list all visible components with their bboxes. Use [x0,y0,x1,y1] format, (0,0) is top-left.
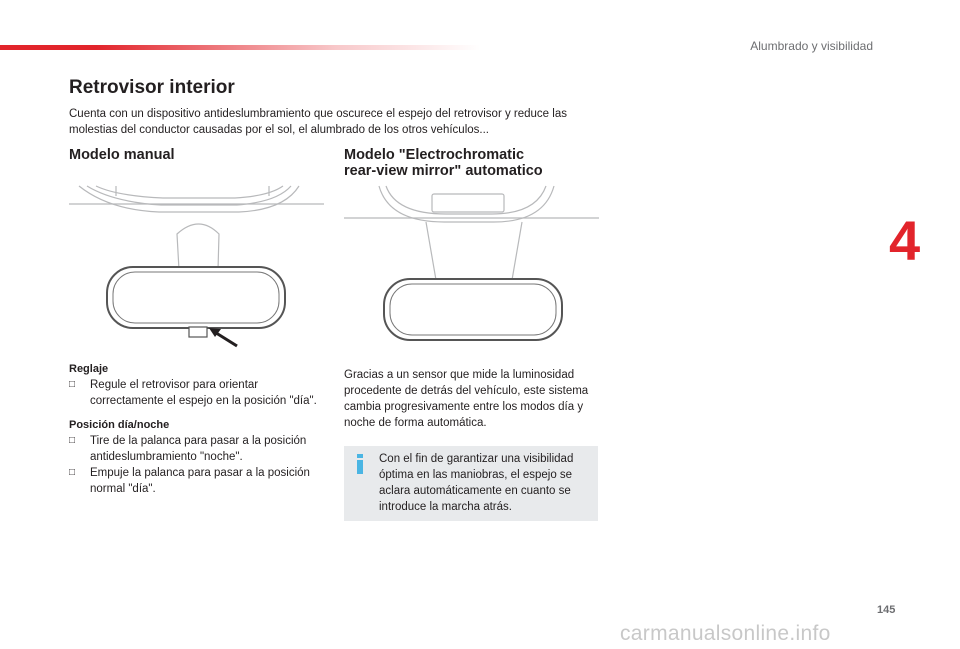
adjust-label: Reglaje [69,363,109,375]
checkbox-bullet-icon: □ [69,467,76,478]
checkbox-bullet-icon: □ [69,435,76,446]
page-number: 145 [877,604,896,616]
info-box [344,446,598,521]
daynight-step [69,433,329,465]
daynight-step-text: Tire de la palanca para pasar a la posición antideslumbramiento "noche". [90,435,307,463]
auto-model-title [344,147,543,179]
auto-model-title-line2: rear-view mirror" automatico [344,163,543,179]
adjust-step [69,377,329,409]
manual-mirror-illustration [69,182,324,352]
auto-model-title-line1: Modelo "Electrochromatic [344,147,525,163]
info-text: Con el fin de garantizar una visibilidad óptima en las maniobras, el espejo se aclara automáticamente en cuanto se introduce la marcha atrás. [379,453,574,513]
manual-model-title: Modelo manual [69,147,175,163]
watermark: carmanualsonline.info [620,622,831,645]
daynight-step-text: Empuje la palanca para pasar a la posición normal "día". [90,467,310,495]
manual-instructions [69,361,329,497]
chapter-number: 4 [889,209,921,272]
page-title: Retrovisor interior [69,77,235,98]
automatic-description: Gracias a un sensor que mide la luminosidad procedente de detrás del vehículo, este sistema cambia progresivamente entre los modos día y noche de forma automática. [344,369,589,429]
automatic-mirror-illustration [344,182,599,342]
daynight-label: Posición día/noche [69,419,170,431]
checkbox-bullet-icon: □ [69,379,76,390]
info-icon [354,454,366,474]
intro-paragraph: Cuenta con un dispositivo antideslumbramiento que oscurece el espejo del retrovisor y reduce las molestias del conductor causadas por el sol, el alumbrado de los otros vehículos... [69,108,567,136]
adjust-step-text: Regule el retrovisor para orientar correctamente el espejo en la posición "día". [90,379,317,407]
section-header: Alumbrado y visibilidad [750,39,873,53]
daynight-step [69,465,329,497]
header-accent-bar [0,45,480,50]
